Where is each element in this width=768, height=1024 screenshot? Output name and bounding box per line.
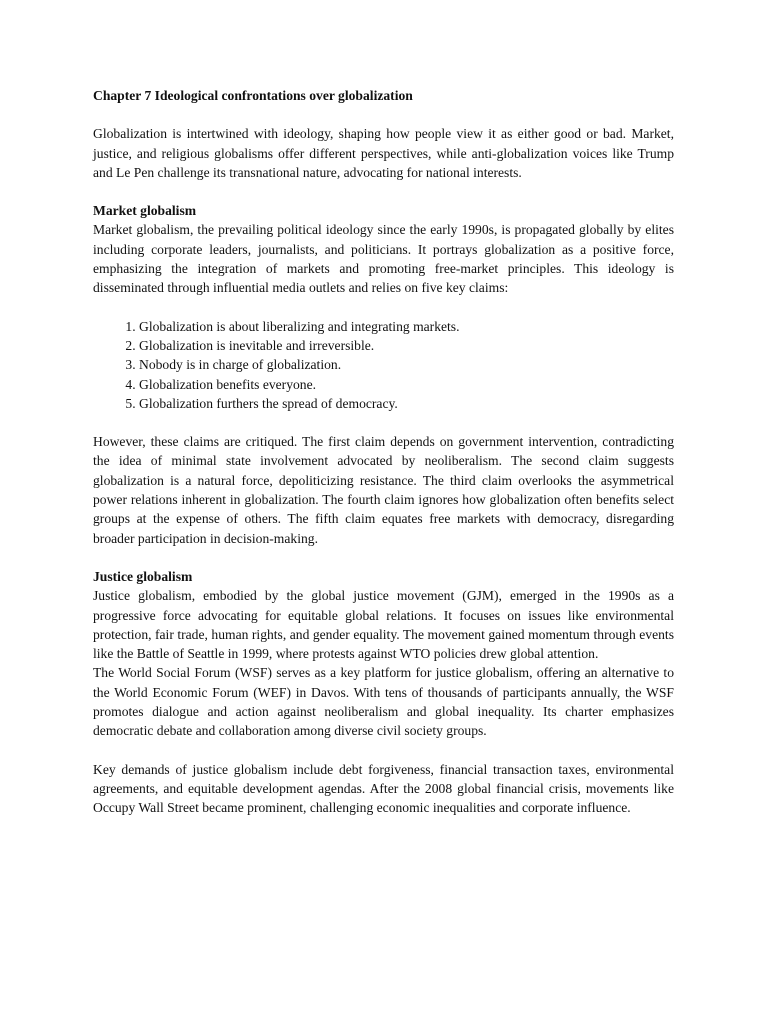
market-globalism-critique-paragraph: However, these claims are critiqued. The first claim depends on government intervention, contradicting the idea of minimal state involvement advocated by neoliberalism. The second claim suggests globalization is a natural force, depoliticizing resistance. The third claim overlooks the asymmetrical power relations inherent in globalization. The fourth claim ignores how globalization often benefits select groups at the expense of others. The fifth claim equates free markets with democracy, disregarding broader participation in decision-making. — [93, 434, 674, 546]
document-page — [93, 86, 674, 818]
justice-globalism-heading: Justice globalism — [93, 568, 193, 584]
list-item: 3. Nobody is in charge of globalization. — [139, 355, 674, 374]
chapter-title: Chapter 7 Ideological confrontations over globalization — [93, 88, 413, 103]
market-globalism-paragraph-1: Market globalism, the prevailing political ideology since the early 1990s, is propagated globally by elites including corporate leaders, journalists, and politicians. It portrays globalization as a positive force, emphasizing the integration of markets and promoting free-market principles. This ideology is disseminated through influential media outlets and relies on five key claims: — [93, 222, 674, 296]
list-item: 1. Globalization is about liberalizing and integrating markets. — [139, 317, 674, 336]
market-globalism-heading: Market globalism — [93, 203, 197, 219]
list-item: 4. Globalization benefits everyone. — [139, 375, 674, 394]
justice-globalism-paragraph-1: Justice globalism, embodied by the global justice movement (GJM), emerged in the 1990s as a progressive force advocating for equitable global relations. It focuses on issues like environmental protection, fair trade, human rights, and gender equality. The movement gained momentum through events like the Battle of Seattle in 1999, where protests against WTO policies drew global attention. — [93, 588, 674, 662]
intro-paragraph: Globalization is intertwined with ideology, shaping how people view it as either good or bad. Market, justice, and religious globalisms offer different perspectives, while anti-globalization voices like Trump and Le Pen challenge its transnational nature, advocating for national interests. — [93, 126, 674, 180]
justice-globalism-paragraph-3: Key demands of justice globalism include debt forgiveness, financial transaction taxes, environmental agreements, and equitable development agendas. After the 2008 global financial crisis, movements like Occupy Wall Street became prominent, challenging economic inequalities and corporate influence. — [93, 761, 674, 816]
list-item: 2. Globalization is inevitable and irreversible. — [139, 336, 674, 355]
justice-globalism-paragraph-2: The World Social Forum (WSF) serves as a key platform for justice globalism, offering an alternative to the World Economic Forum (WEF) in Davos. With tens of thousands of participants annually, the WSF promotes dialogue and action against neoliberalism and global inequality. Its charter emphasizes democratic debate and collaboration among diverse civil society groups. — [93, 665, 674, 739]
market-claims-list — [93, 317, 674, 413]
list-item: 5. Globalization furthers the spread of democracy. — [139, 394, 674, 413]
